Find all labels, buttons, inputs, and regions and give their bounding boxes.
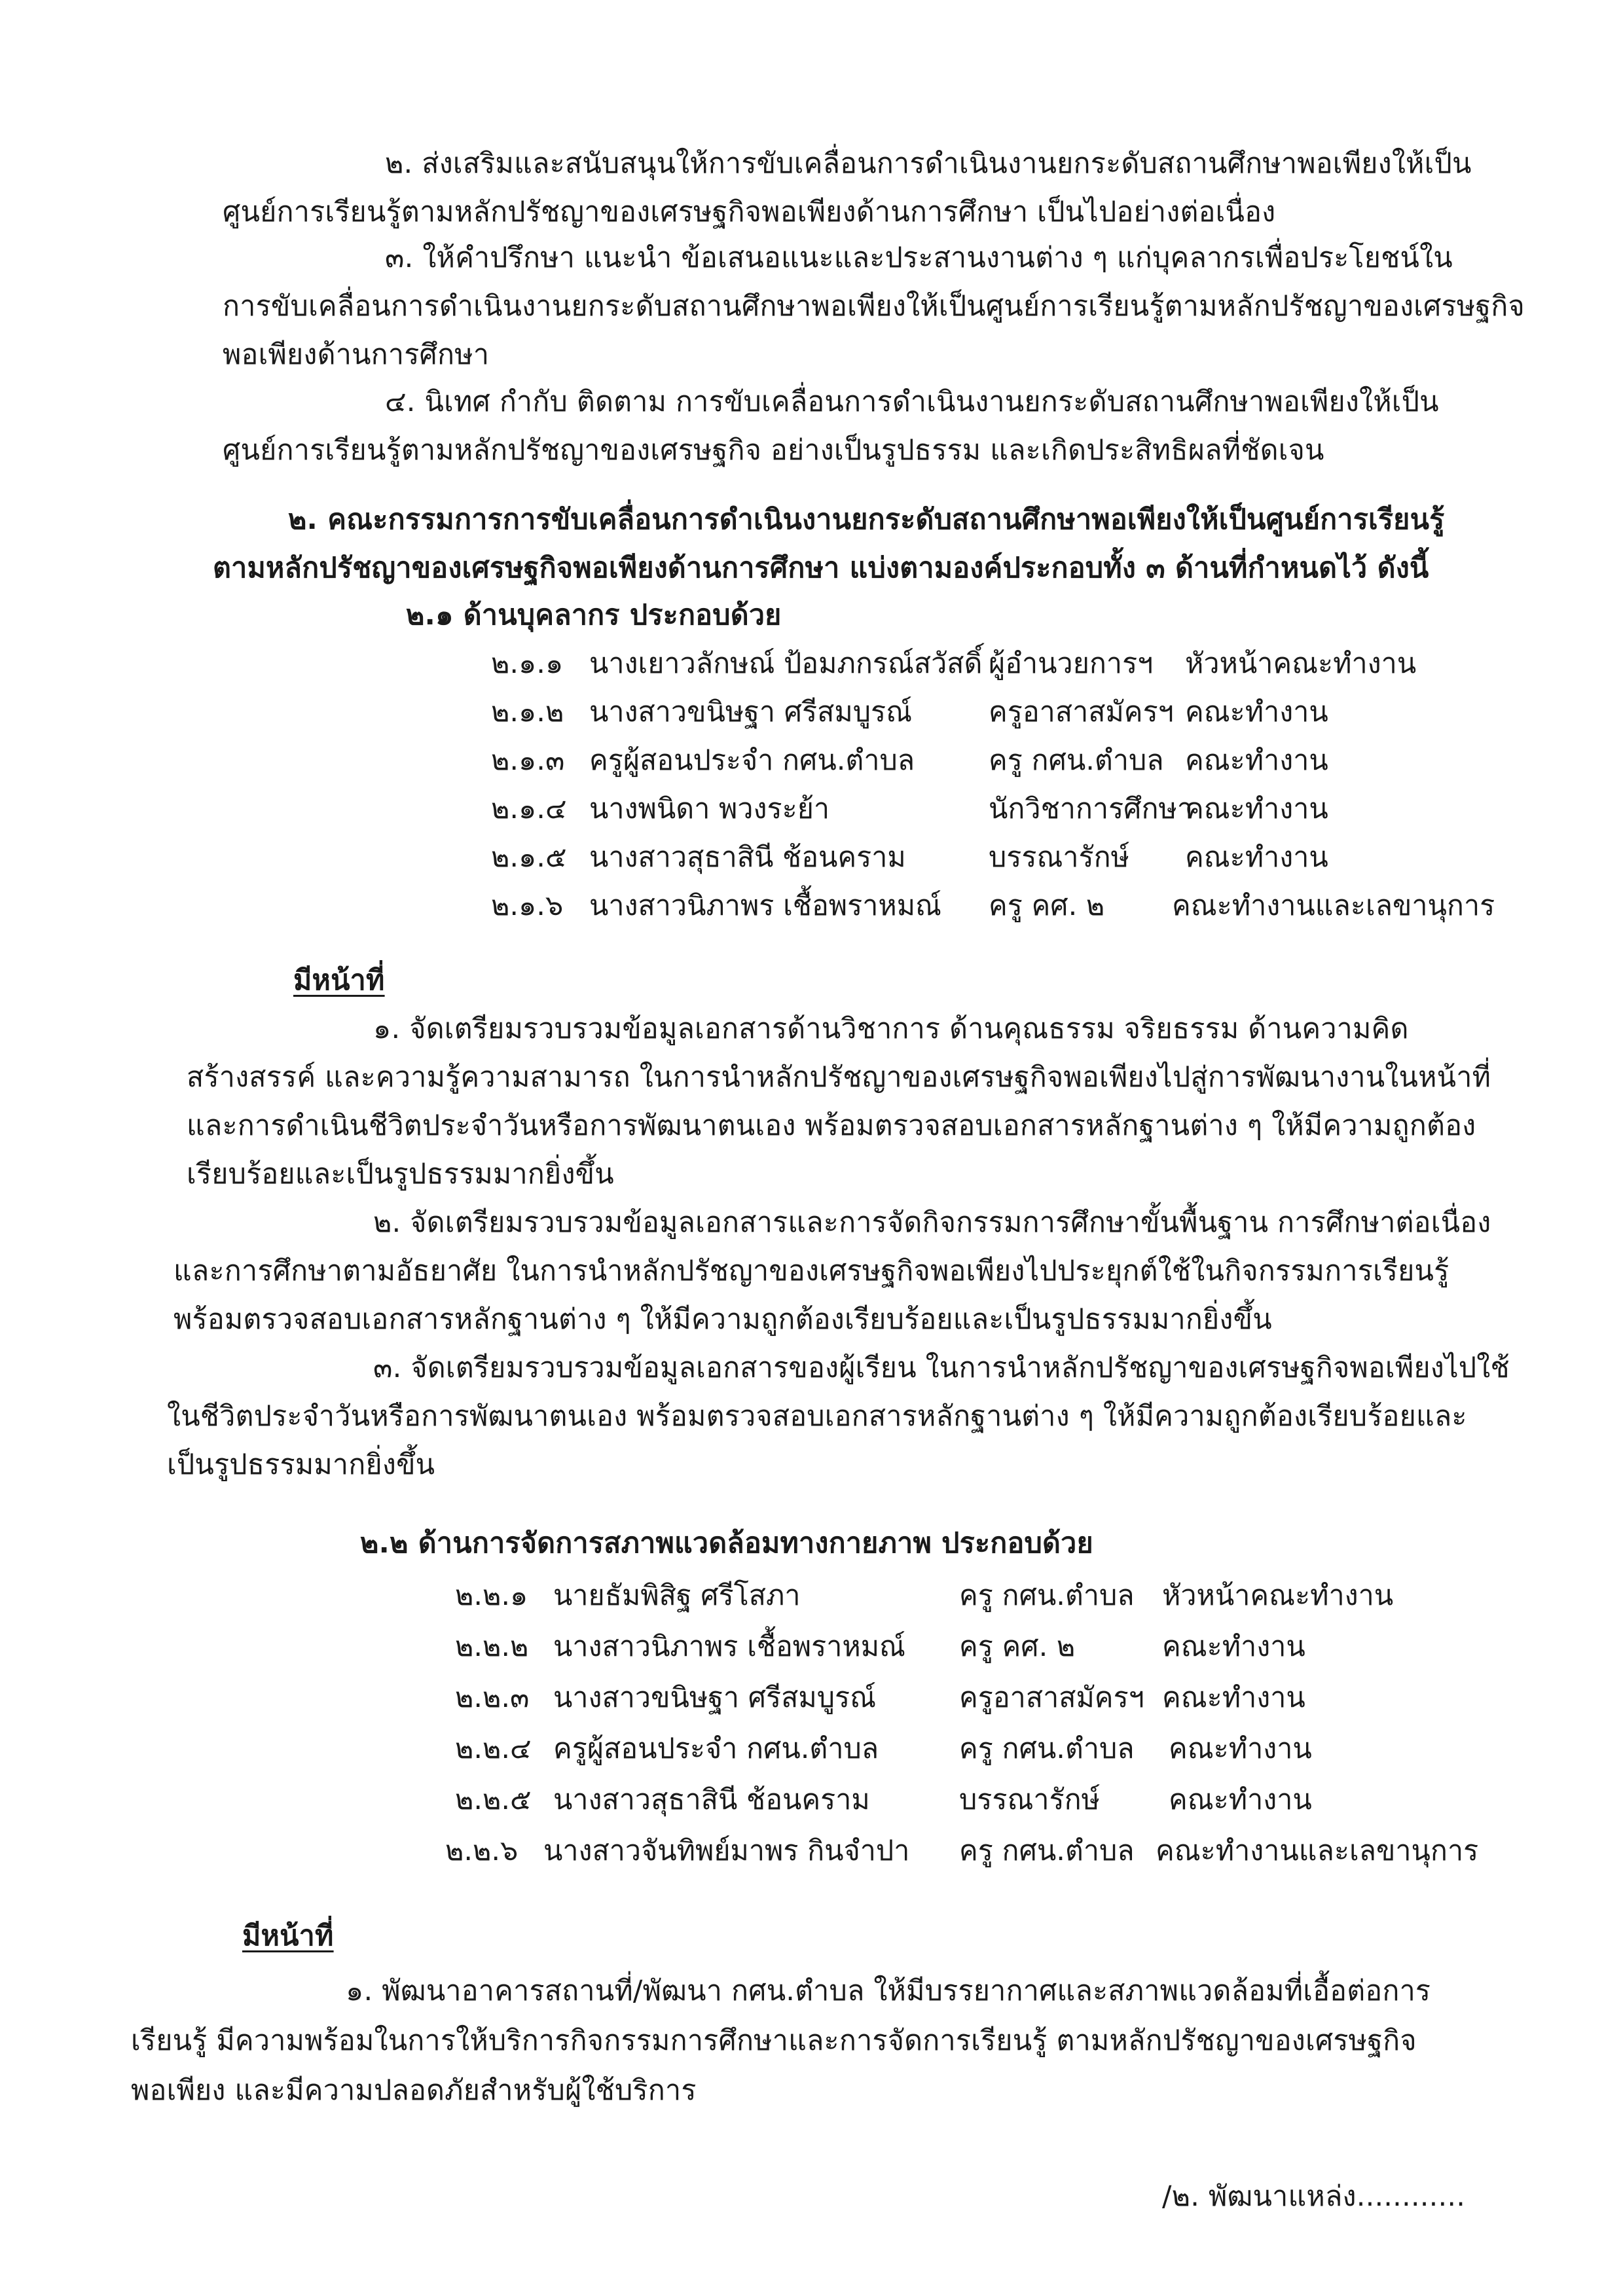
member-no: ๒.๑.๓ bbox=[491, 744, 565, 777]
member-row bbox=[455, 1782, 1503, 1821]
s1-p2-line2: ศูนย์การเรียนรู้ตามหลักปรัชญาของเศรษฐกิจพอเพียงด้านการศึกษา เป็นไปอย่างต่อเนื่อง bbox=[223, 196, 1276, 228]
member-role: คณะทำงาน bbox=[1185, 696, 1328, 728]
member-row bbox=[445, 1833, 1506, 1872]
section2-heading-line2: ตามหลักปรัชญาของเศรษฐกิจพอเพียงด้านการศึกษา แบ่งตามองค์ประกอบทั้ง ๓ ด้านที่กำหนดไว้ ดังนี้ bbox=[213, 552, 1429, 584]
member-role: คณะทำงาน bbox=[1162, 1630, 1305, 1663]
member-row bbox=[491, 791, 1506, 830]
s21-d3-line1: ๓. จัดเตรียมรวบรวมข้อมูลเอกสารของผู้เรียน ในการนำหลักปรัชญาของเศรษฐกิจพอเพียงไปใช้ bbox=[373, 1352, 1510, 1384]
s21-d1-line2: สร้างสรรค์ และความรู้ความสามารถ ในการนำหลักปรัชญาของเศรษฐกิจพอเพียงไปสู่การพัฒนางานในหน้าที่ bbox=[187, 1061, 1491, 1094]
member-no: ๒.๒.๔ bbox=[455, 1732, 532, 1765]
member-row bbox=[491, 888, 1506, 927]
member-role: คณะทำงาน bbox=[1185, 744, 1328, 777]
continuation-note: /๒. พัฒนาแหล่ง............ bbox=[1162, 2180, 1466, 2213]
member-name: ครูผู้สอนประจำ กศน.ตำบล bbox=[589, 744, 915, 777]
member-name: นางพนิดา พวงระย้า bbox=[589, 793, 830, 825]
member-position: ครูอาสาสมัครฯ bbox=[989, 696, 1174, 728]
member-role: คณะทำงาน bbox=[1162, 1681, 1305, 1714]
s21-d3-line3: เป็นรูปธรรมมากยิ่งขึ้น bbox=[167, 1448, 435, 1481]
s21-d2-line2: และการศึกษาตามอัธยาศัย ในการนำหลักปรัชญาของเศรษฐกิจพอเพียงไปประยุกต์ใช้ในกิจกรรมการเรียนรู้ bbox=[173, 1255, 1450, 1287]
member-role: หัวหน้าคณะทำงาน bbox=[1185, 647, 1417, 680]
member-position: ครู คศ. ๒ bbox=[989, 889, 1105, 922]
section2-2-heading: ๒.๒ ด้านการจัดการสภาพแวดล้อมทางกายภาพ ประกอบด้วย bbox=[360, 1527, 1093, 1560]
s1-p3-line2: การขับเคลื่อนการดำเนินงานยกระดับสถานศึกษาพอเพียงให้เป็นศูนย์การเรียนรู้ตามหลักปรัชญาของเศรษฐกิจ bbox=[223, 290, 1525, 323]
member-no: ๒.๒.๑ bbox=[455, 1579, 528, 1612]
member-position: บรรณารักษ์ bbox=[959, 1784, 1100, 1816]
member-position: ครู กศน.ตำบล bbox=[959, 1732, 1135, 1765]
member-name: นางสาวนิภาพร เชื้อพราหมณ์ bbox=[589, 889, 941, 922]
member-position: นักวิชาการศึกษา bbox=[989, 793, 1194, 825]
member-name: ครูผู้สอนประจำ กศน.ตำบล bbox=[553, 1732, 879, 1765]
member-no: ๒.๒.๓ bbox=[455, 1681, 530, 1714]
member-position: ครู กศน.ตำบล bbox=[959, 1579, 1135, 1612]
s1-p3-line1: ๓. ให้คำปรึกษา แนะนำ ข้อเสนอแนะและประสานงานต่าง ๆ แก่บุคลากรเพื่อประโยชน์ใน bbox=[385, 242, 1453, 274]
s1-p4-line1: ๔. นิเทศ กำกับ ติดตาม การขับเคลื่อนการดำเนินงานยกระดับสถานศึกษาพอเพียงให้เป็น bbox=[385, 386, 1439, 418]
s22-d1-line3: พอเพียง และมีความปลอดภัยสำหรับผู้ใช้บริการ bbox=[131, 2074, 697, 2107]
member-row bbox=[491, 645, 1506, 685]
member-role: คณะทำงาน bbox=[1185, 841, 1328, 874]
member-name: นางสาวจันทิพย์มาพร กินจำปา bbox=[543, 1835, 910, 1867]
member-no: ๒.๒.๕ bbox=[455, 1784, 532, 1816]
duties-heading: มีหน้าที่ bbox=[293, 964, 385, 997]
member-row bbox=[491, 742, 1506, 781]
duties-heading: มีหน้าที่ bbox=[242, 1920, 334, 1952]
member-row bbox=[455, 1679, 1503, 1719]
member-role: คณะทำงาน bbox=[1185, 793, 1328, 825]
member-role: หัวหน้าคณะทำงาน bbox=[1162, 1579, 1394, 1612]
s1-p3-line3: พอเพียงด้านการศึกษา bbox=[223, 338, 490, 371]
member-role: คณะทำงาน bbox=[1169, 1732, 1312, 1765]
member-row bbox=[455, 1731, 1503, 1770]
s21-d2-line3: พร้อมตรวจสอบเอกสารหลักฐานต่าง ๆ ให้มีความถูกต้องเรียบร้อยและเป็นรูปธรรมมากยิ่งขึ้น bbox=[173, 1303, 1272, 1336]
member-row bbox=[455, 1577, 1503, 1617]
s22-d1-line1: ๑. พัฒนาอาคารสถานที่/พัฒนา กศน.ตำบล ให้มีบรรยากาศและสภาพแวดล้อมที่เอื้อต่อการ bbox=[346, 1975, 1431, 2007]
member-name: นายธัมพิสิฐ ศรีโสภา bbox=[553, 1579, 801, 1612]
s1-p2-line1: ๒. ส่งเสริมและสนับสนุนให้การขับเคลื่อนการดำเนินงานยกระดับสถานศึกษาพอเพียงให้เป็น bbox=[385, 147, 1472, 180]
member-role: คณะทำงานและเลขานุการ bbox=[1172, 889, 1495, 922]
member-row bbox=[491, 694, 1506, 733]
member-role: คณะทำงานและเลขานุการ bbox=[1156, 1835, 1479, 1867]
s21-d2-line1: ๒. จัดเตรียมรวบรวมข้อมูลเอกสารและการจัดกิจกรรมการศึกษาขั้นพื้นฐาน การศึกษาต่อเนื่อง bbox=[373, 1206, 1491, 1239]
s21-d1-line3: และการดำเนินชีวิตประจำวันหรือการพัฒนาตนเอง พร้อมตรวจสอบเอกสารหลักฐานต่าง ๆ ให้มีความถูกต้อง bbox=[187, 1109, 1476, 1142]
member-no: ๒.๑.๔ bbox=[491, 793, 567, 825]
member-name: นางเยาวลักษณ์ ป้อมภกรณ์สวัสดิ์ bbox=[589, 647, 983, 680]
member-no: ๒.๒.๒ bbox=[455, 1630, 529, 1663]
s22-d1-line2: เรียนรู้ มีความพร้อมในการให้บริการกิจกรรมการศึกษาและการจัดการเรียนรู้ ตามหลักปรัชญาของเศรษฐกิจ bbox=[131, 2024, 1417, 2057]
section2-heading-line1: ๒. คณะกรรมการการขับเคลื่อนการดำเนินงานยกระดับสถานศึกษาพอเพียงให้เป็นศูนย์การเรียนรู้ bbox=[288, 503, 1445, 536]
member-row bbox=[455, 1628, 1503, 1668]
member-position: ครู กศน.ตำบล bbox=[989, 744, 1164, 777]
member-no: ๒.๑.๒ bbox=[491, 696, 564, 728]
member-position: ครู คศ. ๒ bbox=[959, 1630, 1076, 1663]
member-role: คณะทำงาน bbox=[1169, 1784, 1312, 1816]
member-name: นางสาวขนิษฐา ศรีสมบูรณ์ bbox=[553, 1681, 877, 1714]
member-position: บรรณารักษ์ bbox=[989, 841, 1129, 874]
member-position: ผู้อำนวยการฯ bbox=[989, 647, 1154, 680]
member-position: ครู กศน.ตำบล bbox=[959, 1835, 1135, 1867]
s1-p4-line2: ศูนย์การเรียนรู้ตามหลักปรัชญาของเศรษฐกิจ อย่างเป็นรูปธรรม และเกิดประสิทธิผลที่ชัดเจน bbox=[223, 434, 1324, 467]
member-name: นางสาวขนิษฐา ศรีสมบูรณ์ bbox=[589, 696, 913, 728]
member-row bbox=[491, 839, 1506, 878]
member-name: นางสาวสุธาสินี ช้อนคราม bbox=[553, 1784, 870, 1816]
member-name: นางสาวสุธาสินี ช้อนคราม bbox=[589, 841, 906, 874]
member-position: ครูอาสาสมัครฯ bbox=[959, 1681, 1144, 1714]
section2-1-heading: ๒.๑ ด้านบุคลากร ประกอบด้วย bbox=[406, 599, 782, 632]
member-no: ๒.๑.๖ bbox=[491, 889, 564, 922]
member-no: ๒.๑.๑ bbox=[491, 647, 564, 680]
s21-d3-line2: ในชีวิตประจำวันหรือการพัฒนาตนเอง พร้อมตรวจสอบเอกสารหลักฐานต่าง ๆ ให้มีความถูกต้องเรียบร้อยและ bbox=[167, 1400, 1467, 1433]
member-no: ๒.๑.๕ bbox=[491, 841, 567, 874]
s21-d1-line1: ๑. จัดเตรียมรวบรวมข้อมูลเอกสารด้านวิชาการ ด้านคุณธรรม จริยธรรม ด้านความคิด bbox=[373, 1013, 1409, 1045]
s21-d1-line4: เรียบร้อยและเป็นรูปธรรมมากยิ่งขึ้น bbox=[187, 1158, 614, 1191]
member-name: นางสาวนิภาพร เชื้อพราหมณ์ bbox=[553, 1630, 905, 1663]
member-no: ๒.๒.๖ bbox=[445, 1835, 519, 1867]
